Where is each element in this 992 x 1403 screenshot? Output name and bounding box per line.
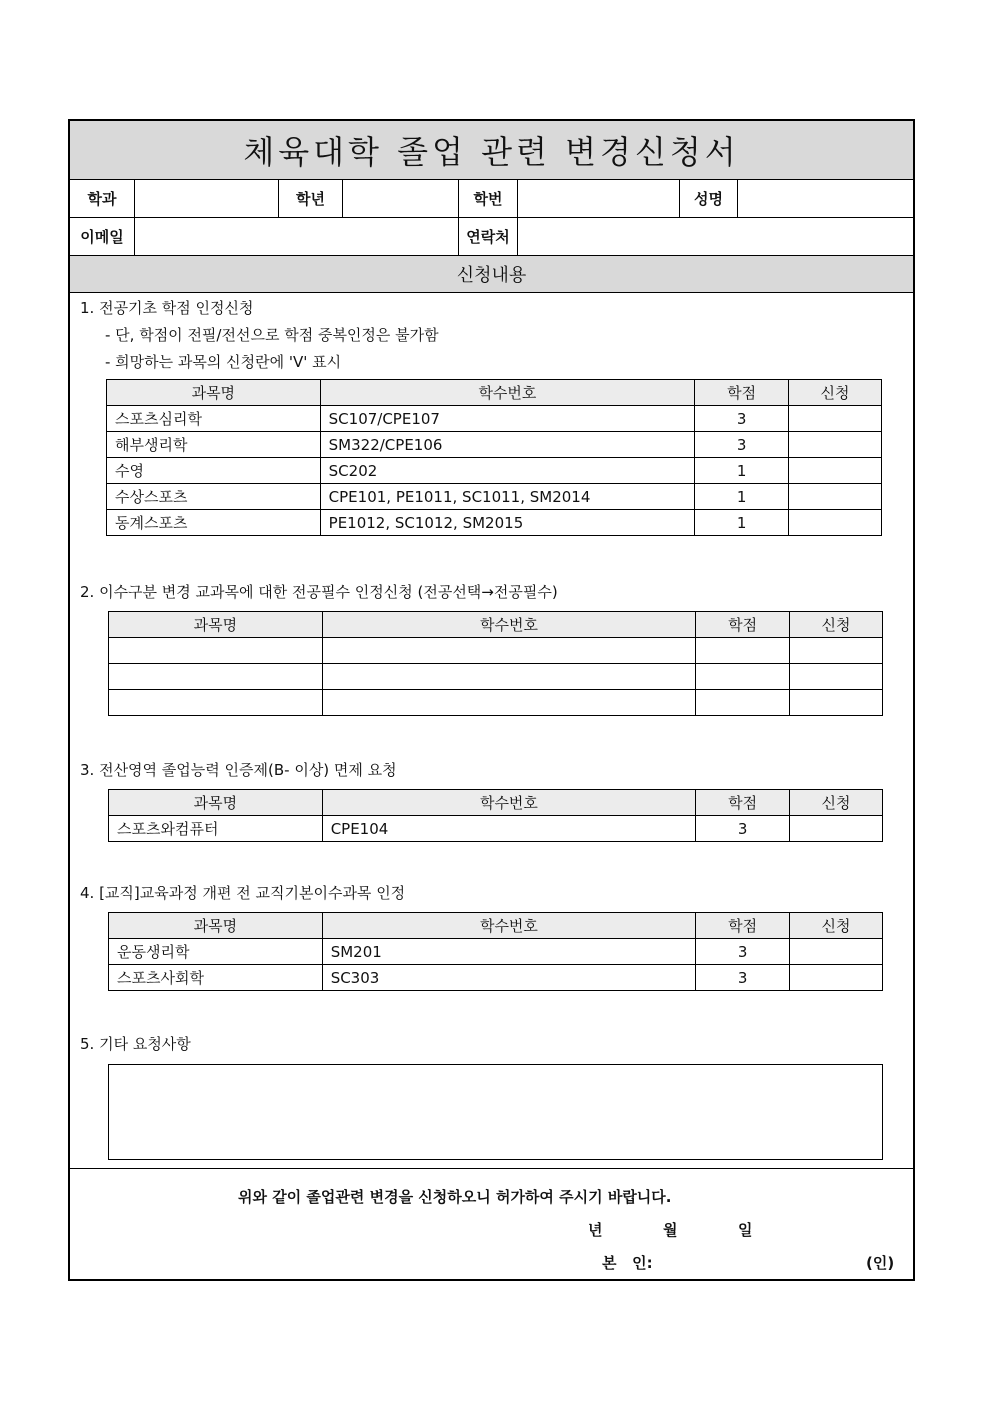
- credit-cell: 1: [695, 458, 789, 484]
- table-row: [109, 816, 883, 842]
- subject-cell: 스포츠심리학: [107, 406, 321, 432]
- table-row: [109, 939, 883, 965]
- application-form: [68, 119, 915, 1281]
- subject-cell: 수상스포츠: [107, 484, 321, 510]
- col-subject-header: 과목명: [109, 913, 323, 939]
- table-header-row: [109, 612, 883, 638]
- code-cell: CPE104: [322, 816, 696, 842]
- col-subject-header: 과목명: [107, 380, 321, 406]
- apply-cell[interactable]: [789, 510, 882, 536]
- table-row: [109, 638, 883, 664]
- credit-cell: 3: [695, 432, 789, 458]
- year-label: 년: [588, 1221, 603, 1239]
- apply-cell[interactable]: [789, 432, 882, 458]
- day-label: 일: [738, 1221, 753, 1239]
- credit-cell: 3: [696, 939, 790, 965]
- form-footer: [70, 1169, 913, 1322]
- col-apply-header: 신청: [790, 612, 883, 638]
- col-credit-header: 학점: [696, 913, 790, 939]
- section4-table: [108, 912, 883, 991]
- section1-heading: 1. 전공기초 학점 인정신청: [80, 299, 254, 317]
- apply-cell[interactable]: [789, 484, 882, 510]
- apply-cell[interactable]: [790, 816, 883, 842]
- col-credit-header: 학점: [696, 612, 790, 638]
- credit-cell[interactable]: [696, 690, 790, 716]
- section2-heading: 2. 이수구분 변경 교과목에 대한 전공필수 인정신청 (전공선택→전공필수): [80, 583, 558, 601]
- section-title: 신청내용: [70, 256, 913, 293]
- col-subject-header: 과목명: [109, 612, 323, 638]
- apply-cell[interactable]: [790, 664, 883, 690]
- credit-cell: 1: [695, 510, 789, 536]
- dept-input[interactable]: [135, 180, 279, 217]
- credit-cell: 3: [696, 965, 790, 991]
- code-cell: SC202: [320, 458, 695, 484]
- code-cell: SC303: [322, 965, 696, 991]
- col-credit-header: 학점: [695, 380, 789, 406]
- student-no-input[interactable]: [518, 180, 680, 217]
- col-code-header: 학수번호: [320, 380, 695, 406]
- grade-label: 학년: [279, 180, 343, 217]
- code-cell: SM201: [322, 939, 696, 965]
- col-apply-header: 신청: [790, 913, 883, 939]
- other-requests-textarea[interactable]: [108, 1064, 883, 1160]
- code-cell: CPE101, PE1011, SC1011, SM2014: [320, 484, 695, 510]
- section2-table: [108, 611, 883, 716]
- request-statement: 위와 같이 졸업관련 변경을 신청하오니 허가하여 주시기 바랍니다.: [238, 1188, 672, 1206]
- section1-table: [106, 379, 882, 536]
- section5-heading: 5. 기타 요청사항: [80, 1035, 191, 1053]
- subject-cell[interactable]: [109, 664, 323, 690]
- table-row: [109, 664, 883, 690]
- table-header-row: [109, 913, 883, 939]
- signer-label: 본 인:: [602, 1254, 653, 1272]
- table-row: [107, 484, 882, 510]
- email-input[interactable]: [135, 218, 459, 255]
- table-header-row: [109, 790, 883, 816]
- subject-cell: 스포츠와컴퓨터: [109, 816, 323, 842]
- credit-cell: 3: [695, 406, 789, 432]
- subject-cell[interactable]: [109, 638, 323, 664]
- code-cell[interactable]: [322, 690, 695, 716]
- table-row: [107, 432, 882, 458]
- credit-cell[interactable]: [696, 638, 790, 664]
- code-cell[interactable]: [322, 664, 695, 690]
- seal-mark: (인): [866, 1254, 895, 1272]
- section1-note1: - 단, 학점이 전필/전선으로 학점 중복인정은 불가함: [105, 326, 439, 344]
- col-code-header: 학수번호: [322, 790, 696, 816]
- apply-cell[interactable]: [790, 690, 883, 716]
- subject-cell: 스포츠사회학: [109, 965, 323, 991]
- col-apply-header: 신청: [790, 790, 883, 816]
- name-input[interactable]: [738, 180, 913, 217]
- credit-cell: 1: [695, 484, 789, 510]
- code-cell: SC107/CPE107: [320, 406, 695, 432]
- col-apply-header: 신청: [789, 380, 882, 406]
- form-title: 체육대학 졸업 관련 변경신청서: [70, 121, 913, 180]
- contact-label: 연락처: [459, 218, 518, 255]
- month-label: 월: [663, 1221, 678, 1239]
- grade-input[interactable]: [343, 180, 459, 217]
- table-row: [109, 690, 883, 716]
- code-cell: PE1012, SC1012, SM2015: [320, 510, 695, 536]
- subject-cell: 운동생리학: [109, 939, 323, 965]
- apply-cell[interactable]: [789, 458, 882, 484]
- apply-cell[interactable]: [790, 939, 883, 965]
- section3-table: [108, 789, 883, 842]
- table-header-row: [107, 380, 882, 406]
- student-no-label: 학번: [459, 180, 518, 217]
- table-row: [107, 458, 882, 484]
- dept-label: 학과: [70, 180, 135, 217]
- col-code-header: 학수번호: [322, 612, 695, 638]
- code-cell: SM322/CPE106: [320, 432, 695, 458]
- code-cell[interactable]: [322, 638, 695, 664]
- table-row: [107, 406, 882, 432]
- col-credit-header: 학점: [696, 790, 790, 816]
- contact-input[interactable]: [518, 218, 913, 255]
- subject-cell: 해부생리학: [107, 432, 321, 458]
- subject-cell: 수영: [107, 458, 321, 484]
- subject-cell: 동계스포츠: [107, 510, 321, 536]
- section4-heading: 4. [교직]교육과정 개편 전 교직기본이수과목 인정: [80, 884, 406, 902]
- apply-cell[interactable]: [789, 406, 882, 432]
- info-row-1: [70, 180, 913, 218]
- table-row: [107, 510, 882, 536]
- info-row-2: [70, 218, 913, 256]
- section1-note2: - 희망하는 과목의 신청란에 'V' 표시: [105, 353, 342, 371]
- col-subject-header: 과목명: [109, 790, 323, 816]
- credit-cell[interactable]: [696, 664, 790, 690]
- email-label: 이메일: [70, 218, 135, 255]
- apply-cell[interactable]: [790, 965, 883, 991]
- col-code-header: 학수번호: [322, 913, 696, 939]
- credit-cell: 3: [696, 816, 790, 842]
- table-row: [109, 965, 883, 991]
- apply-cell[interactable]: [790, 638, 883, 664]
- section3-heading: 3. 전산영역 졸업능력 인증제(B- 이상) 면제 요청: [80, 761, 397, 779]
- form-body: [70, 293, 913, 1169]
- subject-cell[interactable]: [109, 690, 323, 716]
- name-label: 성명: [680, 180, 738, 217]
